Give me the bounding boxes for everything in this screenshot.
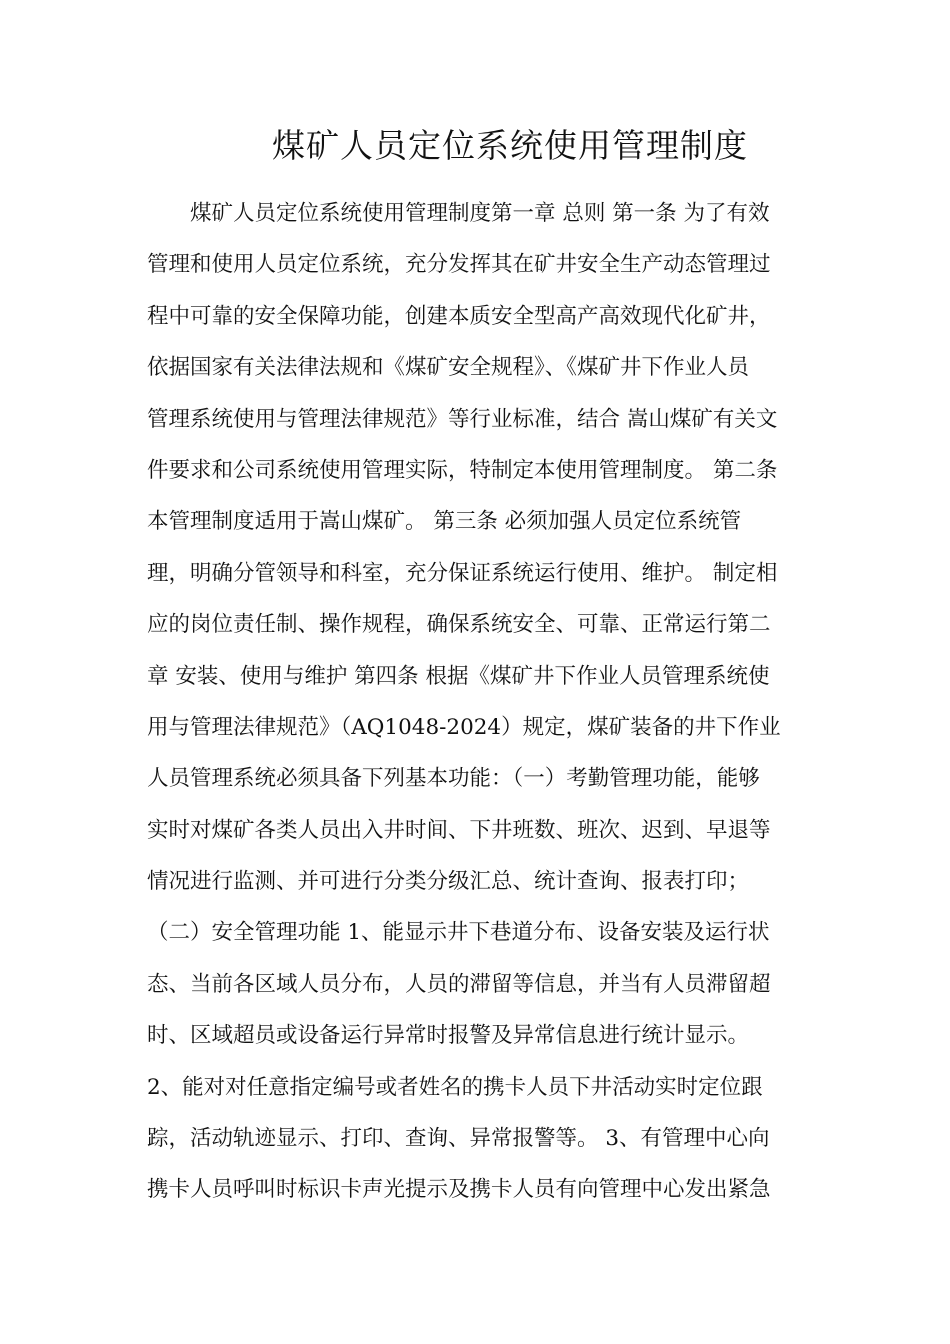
- body-line: 管理和使用人员定位系统，充分发挥其在矿井安全生产动态管理过: [147, 252, 771, 278]
- body-line: 理，明确分管领导和科室，充分保证系统运行使用、维护。 制定相: [147, 560, 778, 586]
- body-line: 实时对煤矿各类人员出入井时间、下井班数、班次、迟到、早退等: [147, 817, 771, 843]
- body-line: 应的岗位责任制、操作规程，确保系统安全、可靠、正常运行第二: [147, 612, 771, 638]
- body-line: 情况进行监测、并可进行分类分级汇总、统计查询、报表打印；: [147, 869, 750, 895]
- body-line: 人员管理系统必须具备下列基本功能：（一）考勤管理功能，能够: [147, 766, 760, 792]
- body-line: 章 安装、使用与维护 第四条 根据《煤矿井下作业人员管理系统使: [147, 663, 770, 689]
- body-line: 本管理制度适用于嵩山煤矿。 第三条 必须加强人员定位系统管: [147, 509, 742, 535]
- body-line: （二）安全管理功能 1、能显示井下巷道分布、设备安装及运行状: [147, 920, 770, 946]
- body-line: 程中可靠的安全保障功能，创建本质安全型高产高效现代化矿井，: [147, 303, 771, 329]
- body-line: 用与管理法律规范》（AQ1048-2024）规定，煤矿装备的井下作业: [147, 714, 781, 740]
- body-line: 依据国家有关法律法规和《煤矿安全规程》、《煤矿井下作业人员: [147, 355, 750, 381]
- body-line: 煤矿人员定位系统使用管理制度第一章 总则 第一条 为了有效: [190, 201, 770, 226]
- body-line: 态、当前各区域人员分布，人员的滞留等信息，并当有人员滞留超: [147, 971, 771, 997]
- body-line: 管理系统使用与管理法律规范》等行业标准，结合 嵩山煤矿有关文: [147, 406, 778, 432]
- document-body: [147, 192, 807, 1220]
- document-title: 煤矿人员定位系统使用管理制度: [272, 126, 748, 165]
- body-line: 携卡人员呼叫时标识卡声光提示及携卡人员有向管理中心发出紧急: [147, 1177, 771, 1203]
- body-line: 件要求和公司系统使用管理实际，特制定本使用管理制度。 第二条: [147, 457, 778, 483]
- body-line: 时、区域超员或设备运行异常时报警及异常信息进行统计显示。: [147, 1023, 750, 1049]
- body-line: 踪，活动轨迹显示、打印、查询、异常报警等。 3、有管理中心向: [147, 1126, 770, 1152]
- body-line: 2、能对对任意指定编号或者姓名的携卡人员下井活动实时定位跟: [147, 1074, 763, 1100]
